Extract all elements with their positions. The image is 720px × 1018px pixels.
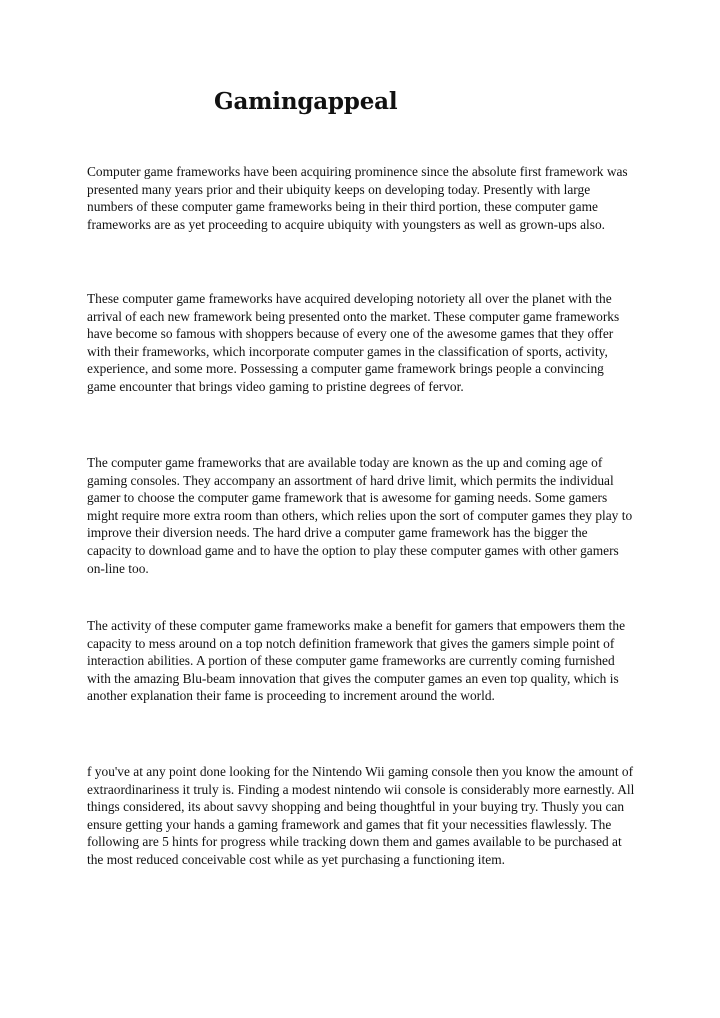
- page-title: Gamingappeal: [214, 88, 398, 115]
- paragraph-1: Computer game frameworks have been acquiring prominence since the absolute first framework was presented many years prior and their ubiquity keeps on developing today. Presently with large numbers of these computer game frameworks being in their third portion, these computer game frameworks are as yet proceeding to acquire ubiquity with youngsters as well as grown-ups also.: [87, 164, 628, 232]
- paragraph-4: The activity of these computer game frameworks make a benefit for gamers that empowers them the capacity to mess around on a top notch definition framework that gives the gamers simple point of interaction abilities. A portion of these computer game frameworks are currently coming furnished with the amazing Blu-beam innovation that gives the computer games an even top quality, which is another explanation their fame is proceeding to increment around the world.: [87, 618, 626, 704]
- paragraph-2: These computer game frameworks have acquired developing notoriety all over the planet with the arrival of each new framework being presented onto the market. These computer game frameworks have become so famous with shoppers because of every one of the awesome games that they offer with their frameworks, which incorporate computer games in the classification of sports, activity, experience, and some more. Possessing a computer game framework brings people a convincing game encounter that brings video gaming to pristine degrees of fervor.: [87, 291, 620, 394]
- paragraph-5: f you've at any point done looking for the Nintendo Wii gaming console then you know the amount of extraordinariness it truly is. Finding a modest nintendo wii console is considerably more earnestly. All things considered, its about savvy shopping and being thoughtful in your buying try. Thusly you can ensure getting your hands a gaming framework and games that fit your necessities flawlessly. The following are 5 hints for progress while tracking down them and games available to be purchased at the most reduced conceivable cost while as yet purchasing a functioning item.: [87, 764, 635, 867]
- paragraph-3: The computer game frameworks that are available today are known as the up and coming age of gaming consoles. They accompany an assortment of hard drive limit, which permits the individual gamer to choose the computer game framework that is awesome for gaming needs. Some gamers might require more extra room than others, which relies upon the sort of computer games they play to improve their diversion needs. The hard drive a computer game framework has the bigger the capacity to download game and to have the option to play these computer games with other gamers on-line too.: [87, 455, 633, 576]
